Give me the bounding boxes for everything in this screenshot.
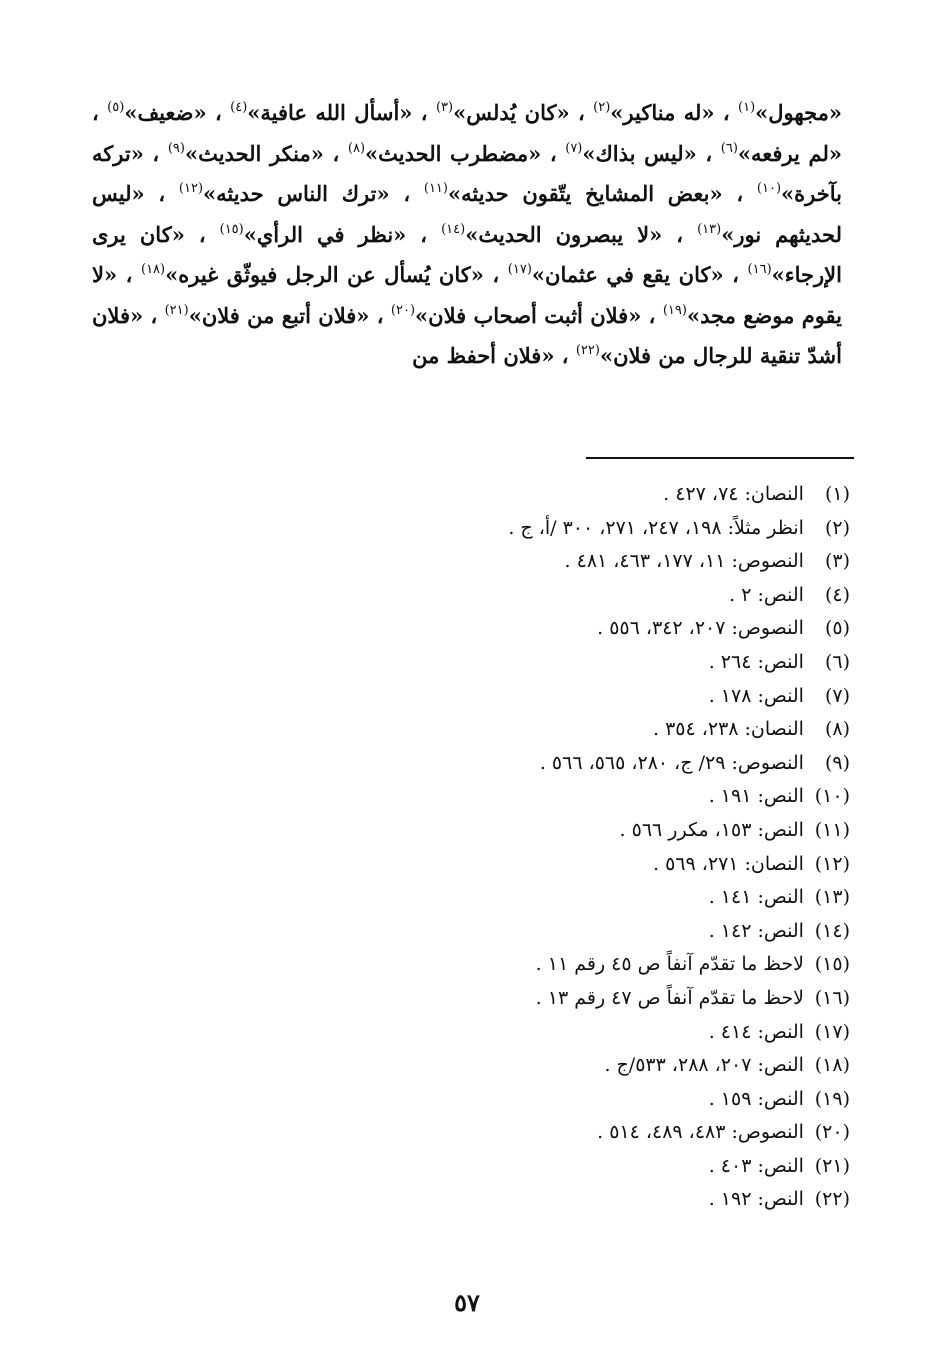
footnote-separator: [586, 457, 854, 459]
footnote-item: [250, 747, 850, 781]
footnote-number: (١٦): [814, 986, 850, 1009]
footnote-number: (١٥): [814, 953, 850, 976]
footnote-text: النص: ٢٦٤ .: [708, 650, 804, 673]
footnotes-list: [250, 478, 850, 1217]
footnote-item: [250, 1183, 850, 1217]
body-phrase: ، «نظر في الرأي»: [243, 221, 442, 247]
footnote-number: (١١): [814, 818, 850, 841]
body-phrase: ، «ليس بذاك»: [582, 140, 721, 166]
body-phrase: ، «مضطرب الحديث»: [365, 140, 566, 166]
body-phrase: ، «لم يرفعه»: [92, 100, 843, 166]
footnote-text: النص: ٤٠٣ .: [708, 1154, 804, 1177]
footnote-item: [250, 646, 850, 680]
footnote-item: [250, 948, 850, 982]
body-phrase: ، «فلان أشدّ تنقية للرجال من فلان»: [92, 302, 842, 368]
footnote-reference: (١٥): [219, 221, 244, 237]
footnote-reference: (١٧): [507, 262, 532, 277]
footnote-reference: (٩): [167, 140, 185, 156]
footnote-number: (١): [824, 483, 850, 505]
footnote-number: (٨): [824, 718, 850, 741]
footnote-reference: (٣): [435, 100, 454, 115]
body-phrase: ، «بعض المشايخ يتّقون حديثه»: [448, 181, 757, 206]
footnote-reference: (١٩): [662, 302, 687, 318]
footnote-number: (٣): [824, 550, 850, 573]
footnote-reference: (١): [738, 100, 756, 115]
footnote-text: النص: ١٥٣، مكرر ٥٦٦ .: [619, 818, 804, 841]
body-phrase: ، «لا يبصرون الحديث»: [465, 221, 698, 247]
footnote-reference: (١٨): [140, 262, 166, 277]
body-phrase: ، «فلان أحفظ من: [412, 343, 576, 368]
body-phrase: ، «أسأل الله عافية»: [247, 100, 436, 125]
footnote-number: (٢): [824, 516, 850, 539]
footnote-item: [250, 545, 850, 579]
footnote-text: لاحظ ما تقدّم آنفاً ص ٤٥ رقم ١١ .: [535, 953, 804, 976]
footnote-item: [250, 680, 850, 714]
footnote-reference: (٥): [107, 100, 125, 115]
footnote-item: [250, 1083, 850, 1117]
footnote-number: (١٠): [814, 785, 850, 808]
footnote-reference: (٢٠): [390, 302, 416, 318]
footnote-item: [250, 612, 850, 646]
footnote-number: (١٩): [814, 1087, 850, 1110]
footnote-item: [250, 982, 850, 1016]
body-phrase: ، «ترك الناس حديثه»: [203, 181, 424, 206]
footnote-reference: (٧): [565, 140, 583, 156]
footnote-text: النص: ٢ .: [729, 583, 804, 606]
footnote-item: [250, 915, 850, 949]
footnote-number: (١٣): [814, 886, 850, 909]
footnote-item: [250, 881, 850, 915]
footnote-text: لاحظ ما تقدّم آنفاً ص ٤٧ رقم ١٣ .: [535, 986, 804, 1009]
footnote-item: [250, 579, 850, 613]
footnote-number: (٥): [824, 617, 850, 640]
footnote-number: (٢١): [814, 1154, 850, 1177]
footnote-number: (٢٠): [814, 1121, 850, 1144]
footnote-text: النص: ١٩٢ .: [708, 1188, 804, 1211]
footnote-item: [250, 1049, 850, 1083]
body-phrase: ، «فلان أثبت أصحاب فلان»: [415, 302, 663, 328]
footnote-text: انظر مثلاً: ١٩٨، ٢٤٧، ٢٧١، ٣٠٠ /أ، ج .: [508, 516, 804, 539]
footnote-item: [250, 512, 850, 546]
footnote-item: [250, 814, 850, 848]
footnote-text: النصوص: ٢٩/ ج، ٢٨٠، ٥٦٥، ٥٦٦ .: [539, 751, 804, 774]
footnote-item: [250, 1116, 850, 1150]
body-phrase: ، «لا يقوم موضع مجد»: [92, 262, 843, 328]
footnote-text: النصوص: ١١، ١٧٧، ٤٦٣، ٤٨١ .: [564, 550, 804, 573]
footnote-number: (٧): [824, 684, 850, 707]
footnote-reference: (١٢): [178, 181, 204, 196]
footnote-reference: (١٦): [747, 262, 772, 277]
page-number: ٥٧: [454, 1288, 480, 1317]
footnote-item: [250, 713, 850, 747]
footnote-text: النصوص: ٤٨٣، ٤٨٩، ٥١٤ .: [597, 1121, 804, 1144]
footnote-text: النصان: ٧٤، ٤٢٧ .: [663, 483, 804, 505]
footnote-text: النص: ١٤١ .: [708, 886, 804, 909]
footnote-text: النصان: ٢٧١، ٥٦٩ .: [652, 852, 804, 875]
footnote-number: (٦): [824, 650, 850, 673]
body-phrase: ، «تركه بآخرة»: [92, 140, 842, 206]
footnote-reference: (١٣): [697, 221, 722, 237]
footnote-text: النص: ١٧٨ .: [708, 684, 804, 707]
footnote-text: النص: ١٥٩ .: [708, 1087, 804, 1110]
body-phrase: ، «فلان أتبع من فلان»: [188, 302, 391, 328]
footnote-reference: (٦): [720, 140, 738, 156]
footnote-reference: (١١): [423, 181, 448, 196]
footnote-text: النص: ٤١٤ .: [708, 1020, 804, 1043]
footnote-number: (٩): [824, 751, 850, 774]
footnote-item: [250, 478, 850, 512]
footnote-text: النص: ١٤٢ .: [708, 919, 804, 942]
footnote-text: النصان: ٢٣٨، ٣٥٤ .: [652, 718, 804, 741]
footnote-number: (١٨): [814, 1054, 850, 1077]
body-phrase: ، «كان يقع في عثمان»: [531, 262, 748, 287]
body-phrase: ، «ليس لحديثهم نور»: [92, 181, 842, 247]
footnote-text: النص: ٢٠٧، ٢٨٨، ٥٣٣/ج .: [604, 1054, 804, 1077]
body-phrase: ، «كان يرى الإرجاء»: [92, 221, 842, 287]
body-phrase: ، «له مناكير»: [610, 100, 739, 125]
body-phrase: «مجهول»: [755, 100, 843, 125]
footnote-item: [250, 848, 850, 882]
body-phrase: ، «كان يُسأل عن الرجل فيوثّق غيره»: [165, 262, 508, 287]
footnote-number: (١٧): [814, 1020, 850, 1043]
body-phrase: ، «منكر الحديث»: [184, 140, 348, 166]
footnote-item: [250, 1150, 850, 1184]
footnote-item: [250, 1016, 850, 1050]
footnote-reference: (٢١): [164, 302, 189, 318]
body-phrase: ، «ضعيف»: [124, 100, 231, 125]
footnote-number: (٤): [824, 583, 850, 606]
footnote-reference: (١٤): [441, 221, 466, 237]
footnote-reference: (١٠): [756, 181, 782, 196]
footnote-text: النص: ١٩١ .: [708, 785, 804, 808]
footnote-number: (١٤): [814, 919, 850, 942]
footnote-number: (٢٢): [814, 1188, 850, 1211]
footnote-number: (١٢): [814, 852, 850, 875]
footnote-reference: (٤): [230, 100, 248, 115]
body-paragraph: [92, 93, 842, 377]
footnote-item: [250, 780, 850, 814]
footnote-reference: (٢٢): [575, 343, 600, 358]
footnote-text: النصوص: ٢٠٧، ٣٤٢، ٥٥٦ .: [597, 617, 804, 640]
footnote-reference: (٢): [593, 100, 611, 115]
body-phrase: ، «كان يُدلس»: [453, 100, 594, 125]
footnote-reference: (٨): [347, 140, 366, 156]
